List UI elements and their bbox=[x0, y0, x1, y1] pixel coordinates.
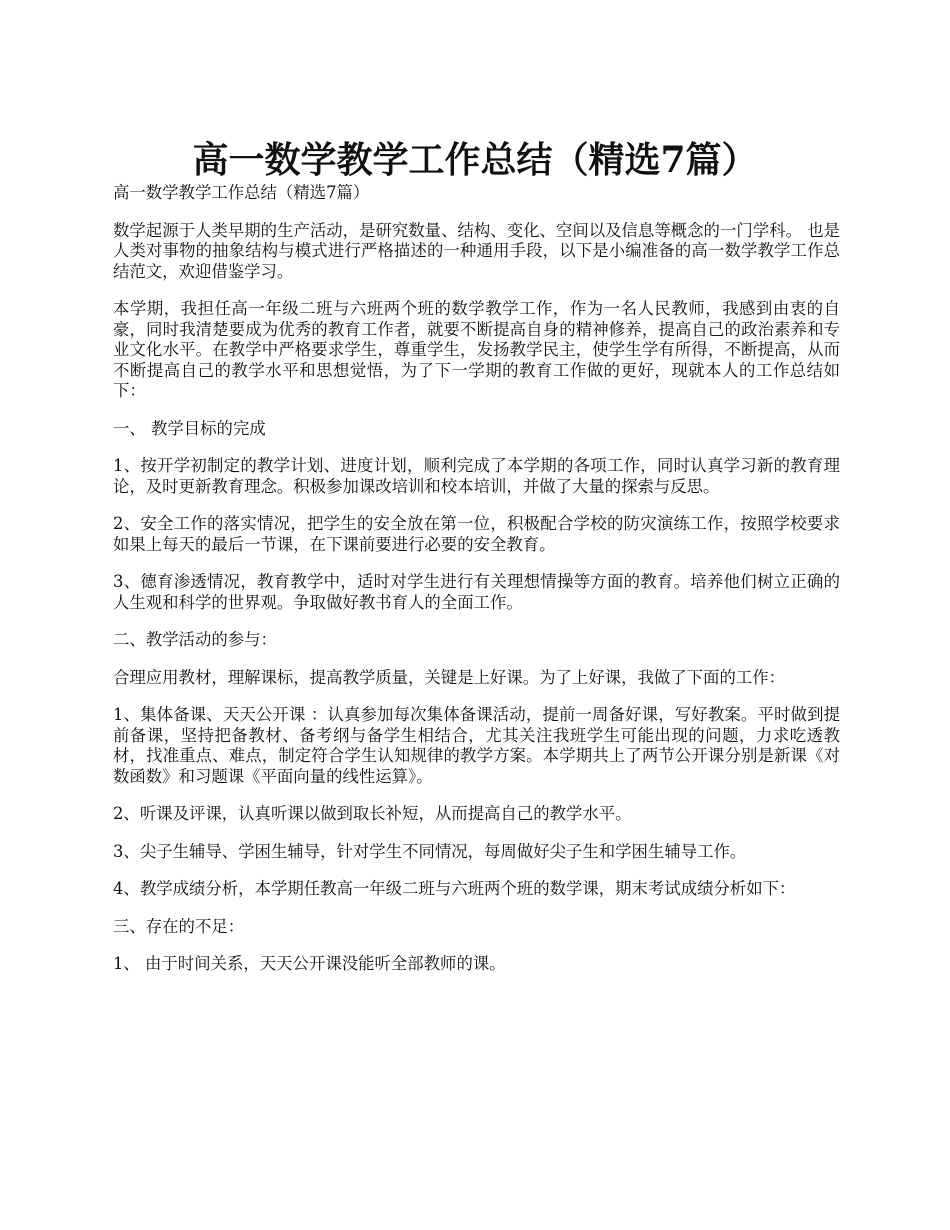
section-heading-3: 三、存在的不足： bbox=[113, 916, 245, 936]
document-title: 高一数学教学工作总结（精选7篇） bbox=[192, 139, 758, 182]
section-2-intro-paragraph: 合理应用教材，理解课标，提高教学质量，关键是上好课。为了上好课，我做了下面的工作： bbox=[113, 667, 786, 687]
list-item-1-3: 3、德育渗透情况，教育教学中，适时对学生进行有关理想情操等方面的教育。培养他们树立正确的人生观和科学的世界观。争取做好教书育人的全面工作。 bbox=[113, 572, 840, 612]
section-heading-1: 一、 教学目标的完成 bbox=[113, 418, 266, 438]
document-body bbox=[113, 183, 840, 992]
intro-paragraph: 数学起源于人类早期的生产活动，是研究数量、结构、变化、空间以及信息等概念的一门学科。 也是人类对事物的抽象结构与模式进行严格描述的一种通用手段，以下是小编准备的高一数学教学工作总结范文，欢迎借鉴学习。 bbox=[113, 220, 840, 281]
list-item-2-2: 2、听课及评课，认真听课以做到取长补短，从而提高自己的教学水平。 bbox=[113, 804, 632, 823]
list-item-2-4: 4、教学成绩分析，本学期任教高一年级二班与六班两个班的数学课，期末考试成绩分析如下： bbox=[113, 879, 796, 898]
summary-intro-paragraph: 本学期，我担任高一年级二班与六班两个班的数学教学工作，作为一名人民教师，我感到由衷的自豪，同时我清楚要成为优秀的教育工作者，就要不断提高自身的精神修养，提高自己的政治素养和专业文化水平。在教学中严格要求学生，尊重学生，发扬教学民主，使学生学有所得，不断提高，从而不断提高自己的教学水平和思想觉悟，为了下一学期的教育工作做的更好，现就本人的工作总结如下： bbox=[113, 299, 840, 400]
list-item-3-1: 1、 由于时间关系，天天公开课没能听全部教师的课。 bbox=[113, 954, 506, 973]
section-heading-2: 二、教学活动的参与： bbox=[113, 630, 277, 649]
list-item-1-1: 1、按开学初制定的教学计划、进度计划，顺利完成了本学期的各项工作，同时认真学习新的教育理论，及时更新教育理念。积极参加课改培训和校本培训，并做了大量的探索与反思。 bbox=[113, 456, 840, 496]
list-item-2-3: 3、尖子生辅导、学困生辅导，针对学生不同情况，每周做好尖子生和学困生辅导工作。 bbox=[113, 841, 747, 861]
list-item-1-2: 2、安全工作的落实情况，把学生的安全放在第一位，积极配合学校的防灾演练工作，按照学校要求如果上每天的最后一节课，在下课前要进行必要的安全教育。 bbox=[113, 514, 840, 554]
list-item-2-1: 1、集体备课、天天公开课 ：认真参加每次集体备课活动，提前一周备好课，写好教案。平时做到提前备课，坚持把备教材、备考纲与备学生相结合，尤其关注我班学生可能出现的问题，力求吃透教材，找准重点、难点，制定符合学生认知规律的教学方案。本学期共上了两节公开课分别是新课《对数函数》和习题课《平面向量的线性运算》。 bbox=[113, 705, 840, 786]
subtitle-paragraph: 高一数学教学工作总结（精选7篇） bbox=[113, 183, 370, 202]
